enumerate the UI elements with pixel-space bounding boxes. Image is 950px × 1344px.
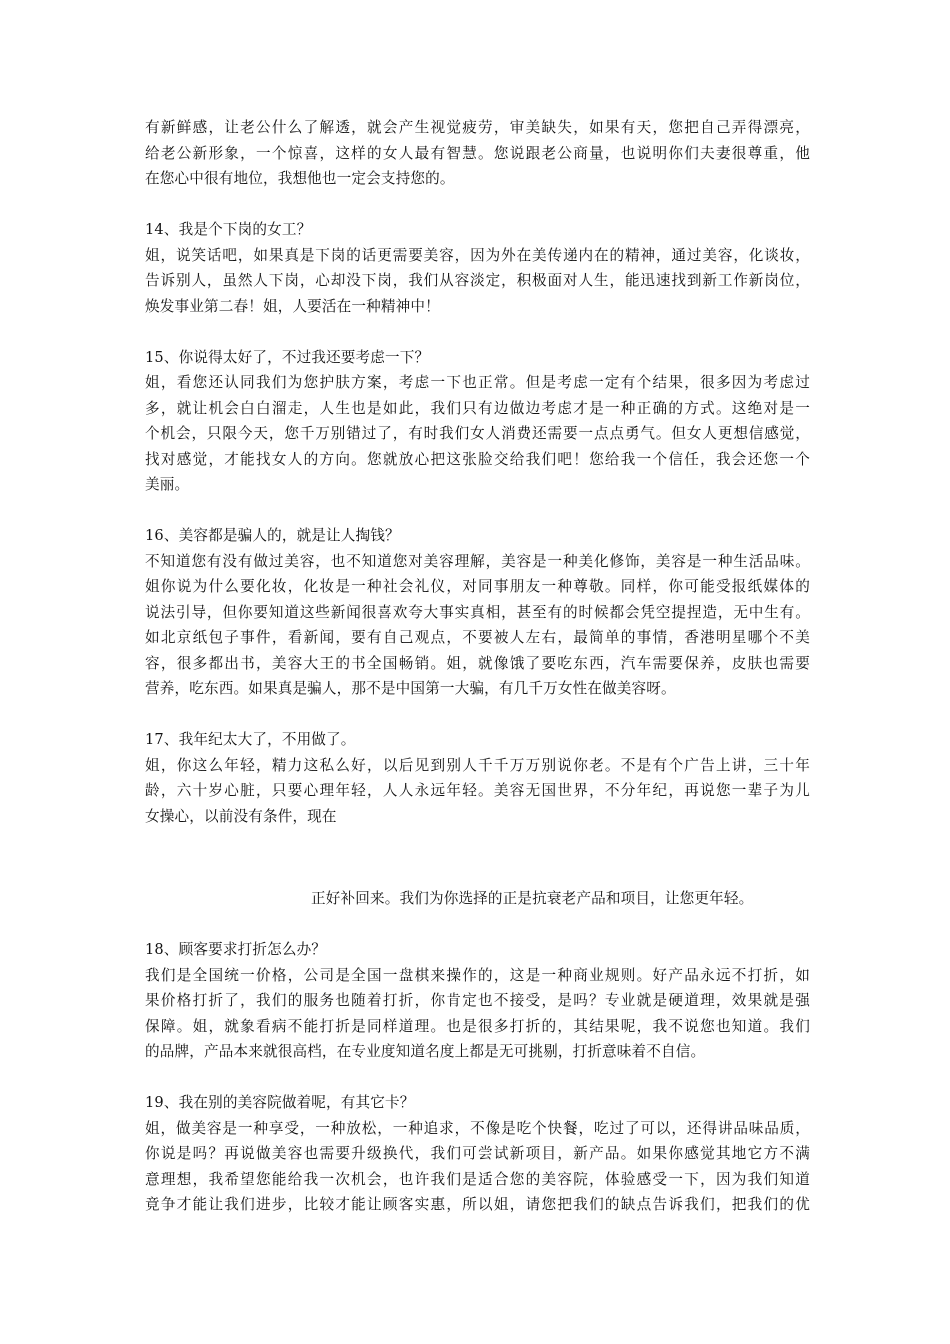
question-heading: 18、顾客要求打折怎么办？ — [145, 941, 327, 958]
question-heading: 17、我年纪太大了，不用做了。 — [145, 731, 356, 748]
answer-line: 多，就让机会白白溜走，人生也是如此，我们只有边做边考虑才是一种正确的方式。这绝对是一 — [145, 399, 810, 417]
qa-item-16 — [145, 523, 810, 702]
answer-line: 姐，做美容是一种享受，一种放松，一种追求，不像是吃个快餐，吃过了可以，还得讲品味品质， — [145, 1119, 810, 1137]
qa-item-18 — [145, 937, 810, 1065]
qa-item-17 — [145, 727, 810, 829]
answer-line: 营养，吃东西。如果真是骗人，那不是中国第一大骗，有几千万女性在做美容呀。 — [145, 680, 676, 697]
answer-line: 找对感觉，才能找女人的方向。您就放心把这张脸交给我们吧！您给我一个信任，我会还您一个 — [145, 450, 810, 468]
answer-continuation: 正好补回来。我们为你选择的正是抗衰老产品和项目，让您更年轻。 — [311, 890, 754, 907]
qa-item-15 — [145, 345, 810, 498]
answer-line: 女操心，以前没有条件，现在 — [145, 807, 337, 825]
answer-line: 果价格打折了，我们的服务也随着打折，你肯定也不接受，是吗？专业就是硬道理，效果就是强 — [145, 992, 810, 1009]
text-block-upper — [145, 115, 810, 829]
answer-line: 美丽。 — [145, 476, 190, 493]
answer-line: 姐你说为什么要化妆，化妆是一种社会礼仪，对同事朋友一种尊敬。同样，你可能受报纸媒体的 — [145, 578, 810, 595]
answer-line: 容，很多都出书，美容大王的书全国畅销。姐，就像饿了要吃东西，汽车需要保养，皮肤也需要 — [145, 654, 810, 672]
paragraph-line: 在您心中很有地位，我想他也一定会支持您的。 — [145, 170, 455, 187]
answer-line: 姐，你这么年轻，精力这私么好，以后见到别人千千万万别说你老。不是有个广告上讲，三十年 — [145, 756, 810, 774]
answer-line: 龄，六十岁心脏，只要心理年轻，人人永远年轻。美容无国世界，不分年纪，再说您一辈子为儿 — [145, 782, 810, 799]
answer-line: 说法引导，但你要知道这些新闻很喜欢夸大事实真相，甚至有的时候都会凭空提捏造，无中生有。 — [145, 603, 810, 621]
intro-paragraph — [145, 115, 810, 192]
answer-line: 竟争才能让我们进步，比较才能让顾客实惠，所以姐，请您把我们的缺点告诉我们，把我们的优 — [145, 1196, 810, 1213]
question-heading: 15、你说得太好了，不过我还要考虑一下？ — [145, 348, 430, 366]
answer-line: 姐，看您还认同我们为您护肤方案，考虑一下也正常。但是考虑一定有个结果，很多因为考虑过 — [145, 374, 810, 391]
answer-line: 保障。姐，就象看病不能打折是同样道理。也是很多打折的，其结果呢，我不说您也知道。我们 — [145, 1017, 810, 1035]
answer-line: 告诉别人，虽然人下岗，心却没下岗，我们从容淡定，积极面对人生，能迅速找到新工作新岗位， — [145, 272, 810, 289]
paragraph-line: 有新鲜感，让老公什么了解透，就会产生视觉疲劳，审美缺失，如果有天，您把自己弄得漂亮， — [145, 119, 810, 136]
answer-line: 姐，说笑话吧，如果真是下岗的话更需要美容，因为外在美传递内在的精神，通过美容，化谈妆， — [145, 246, 810, 264]
question-heading: 16、美容都是骗人的，就是让人掏钱？ — [145, 527, 400, 544]
answer-line: 你说是吗？再说做美容也需要升级换代，我们可尝试新项目，新产品。如果你感觉其地它方不满 — [145, 1145, 810, 1162]
answer-line: 意理想，我希望您能给我一次机会，也许我们是适合您的美容院，体验感受一下，因为我们知道 — [145, 1170, 810, 1188]
answer-line: 我们是全国统一价格，公司是全国一盘棋来操作的，这是一种商业规则。好产品永远不打折，如 — [145, 966, 810, 984]
qa-item-19 — [145, 1090, 810, 1218]
qa-item-14 — [145, 217, 810, 319]
answer-line: 不知道您有没有做过美容，也不知道您对美容理解，美容是一种美化修饰，美容是一种生活品味。 — [145, 552, 810, 570]
answer-line: 焕发事业第二春！姐，人要活在一种精神中！ — [145, 297, 440, 315]
question-heading: 14、我是个下岗的女工？ — [145, 221, 312, 238]
answer-line: 个机会，只限今天，您千万别错过了，有时我们女人消费还需要一点点勇气。但女人更想信感觉， — [145, 425, 810, 442]
paragraph-line: 给老公新形象，一个惊喜，这样的女人最有智慧。您说跟老公商量，也说明你们夫妻很尊重，他 — [145, 144, 810, 162]
question-heading: 19、我在别的美容院做着呢，有其它卡？ — [145, 1094, 415, 1111]
answer-line: 如北京纸包子事件，看新闻，要有自己观点，不要被人左右，最简单的事情，香港明星哪个不美 — [145, 629, 810, 646]
text-block-lower — [145, 886, 810, 1218]
answer-line: 的品牌，产品本来就很高档，在专业度知道名度上都是无可挑剔，打折意味着不自信。 — [145, 1043, 706, 1060]
